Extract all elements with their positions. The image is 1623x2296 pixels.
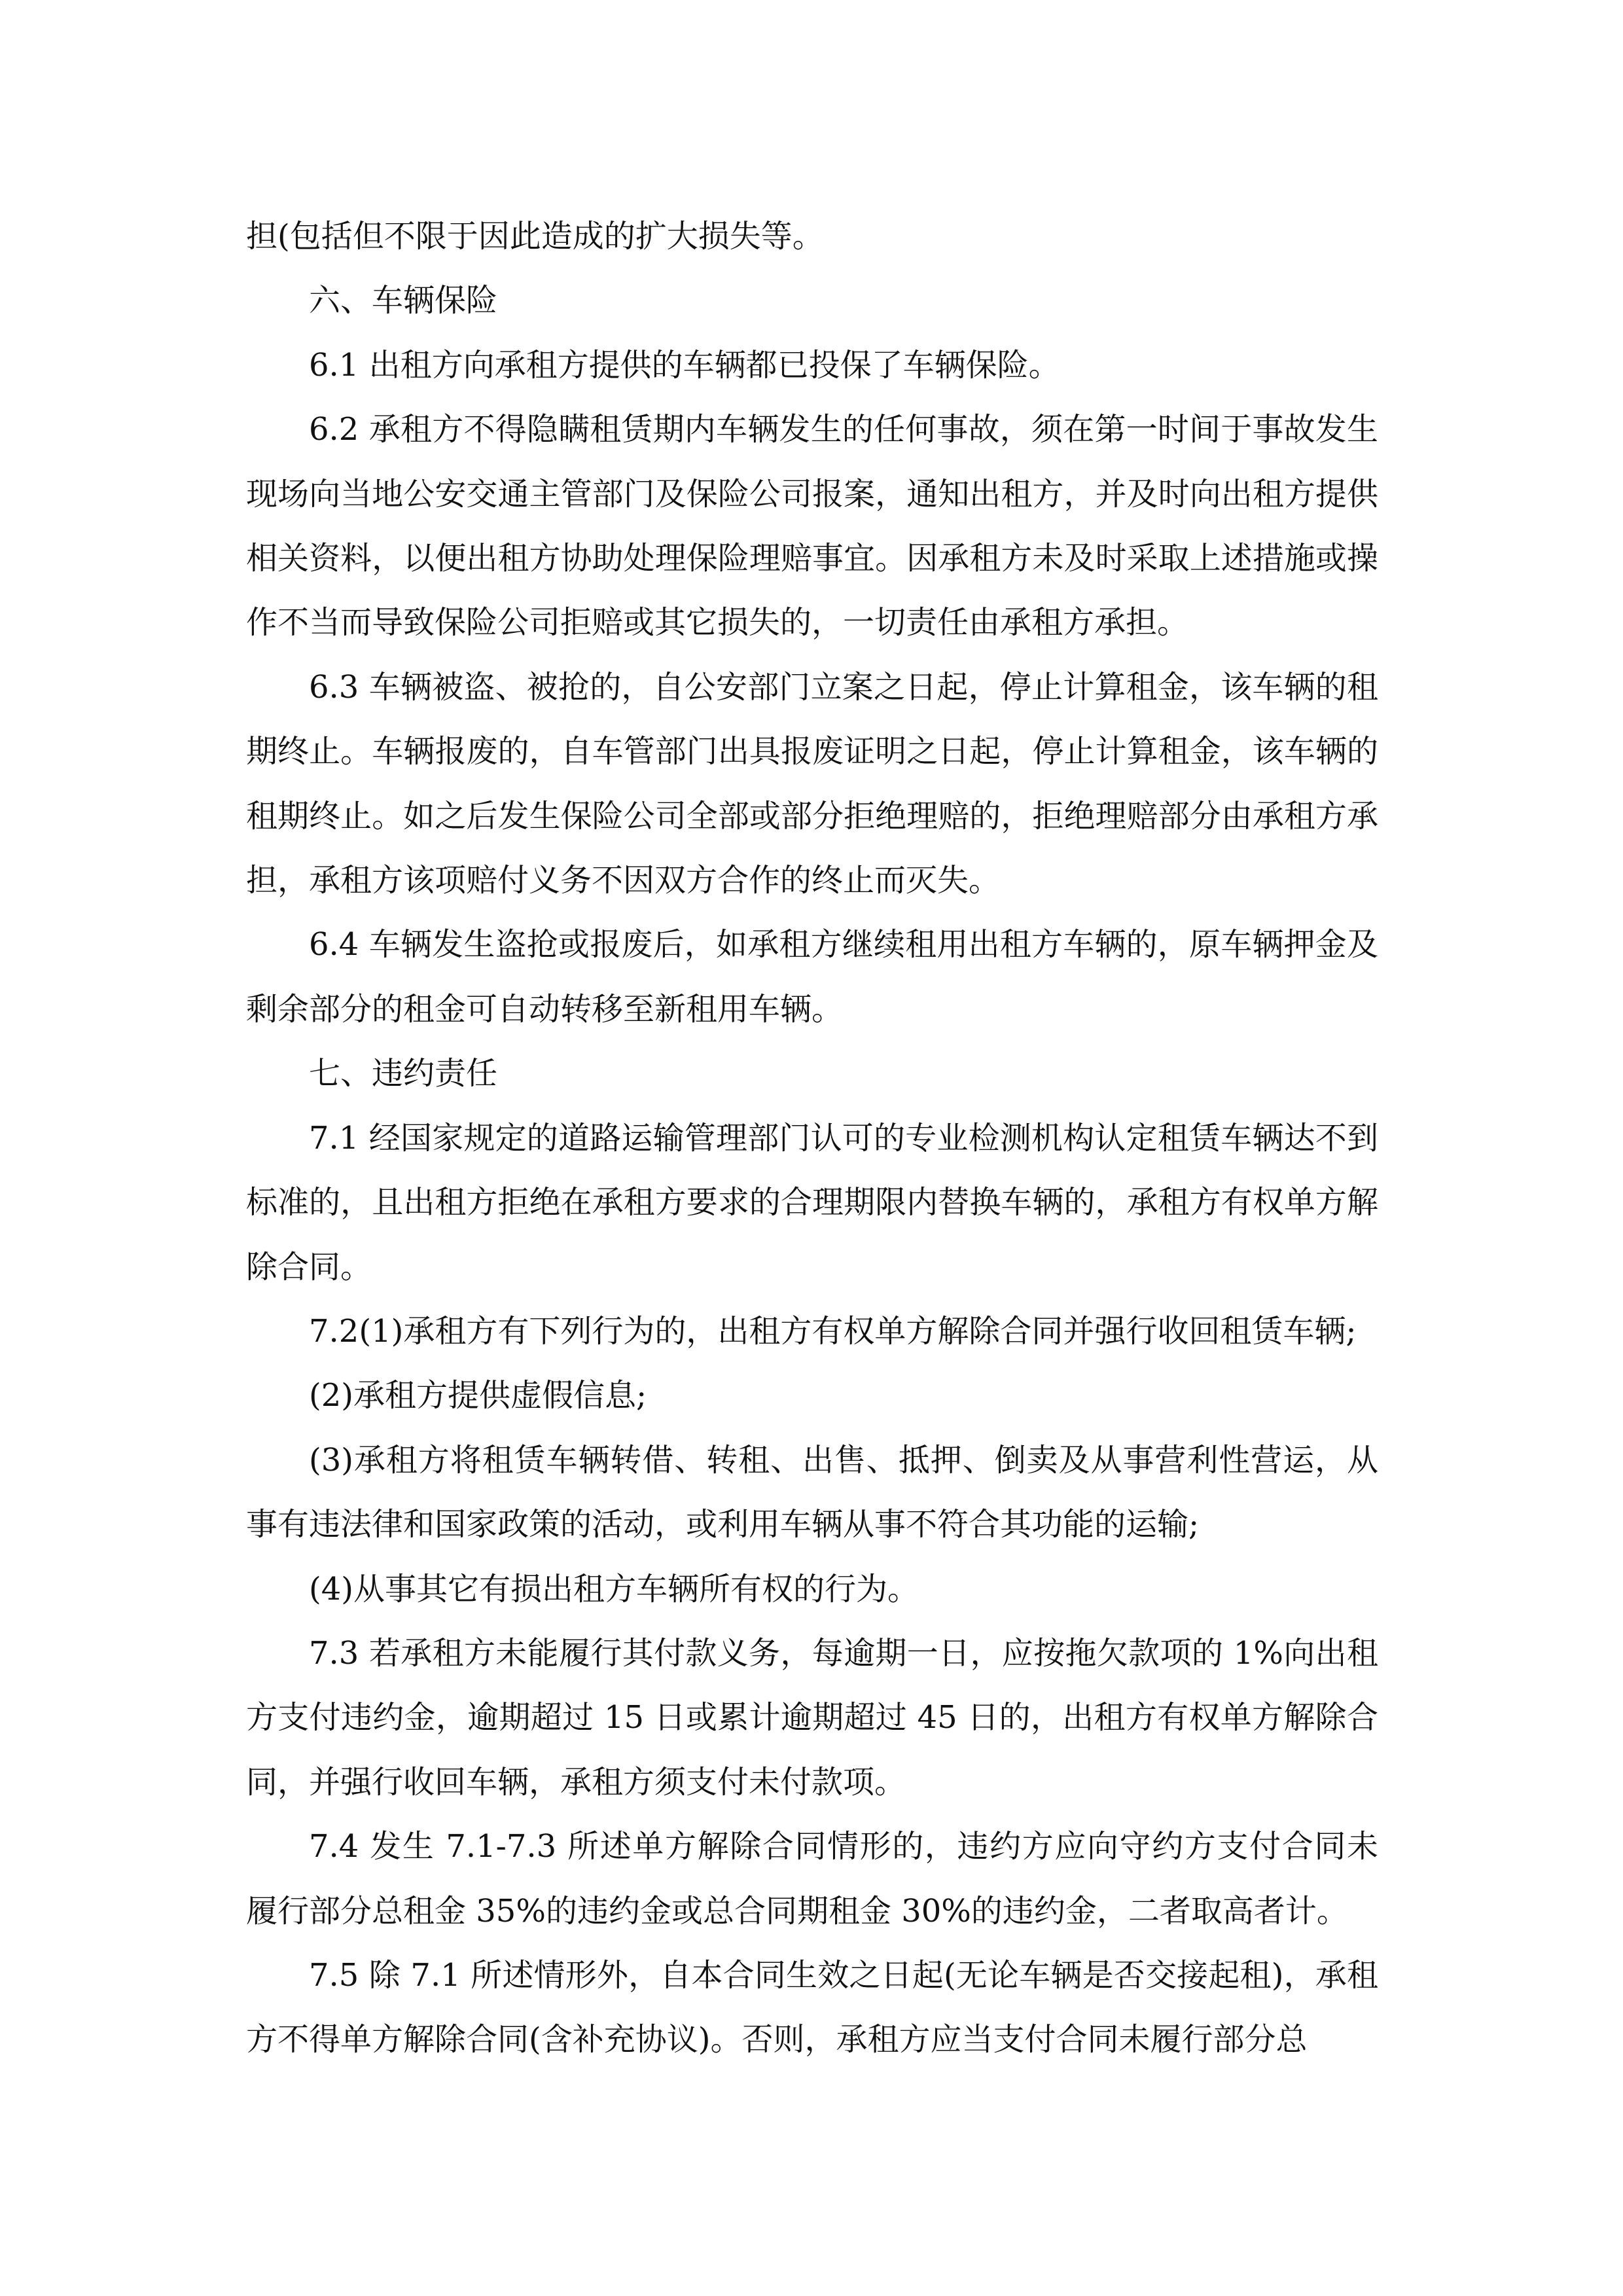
heading-breach-liability: 七、违约责任 xyxy=(309,1055,498,1092)
contract-body xyxy=(246,204,1378,2072)
clause-7-5: 7.5 除 7.1 所述情形外，自本合同生效之日起(无论车辆是否交接起租)，承租方不得单方解除合同(含补充协议)。否则，承租方应当支付合同未履行部分总 xyxy=(246,1956,1378,2058)
paragraph-continuation: 担(包括但不限于因此造成的扩大损失等。 xyxy=(246,218,824,255)
clause-7-3: 7.3 若承租方未能履行其付款义务，每逾期一日，应按拖欠款项的 1%向出租方支付违约金，逾期超过 15 日或累计逾期超过 45 日的，出租方有权单方解除合同，并强行收回车辆，承租方须支付未付款项。 xyxy=(246,1634,1378,1801)
clause-7-1: 7.1 经国家规定的道路运输管理部门认可的专业检测机构认定租赁车辆达不到标准的，且出租方拒绝在承租方要求的合理期限内替换车辆的，承租方有权单方解除合同。 xyxy=(246,1119,1378,1285)
clause-6-4: 6.4 车辆发生盗抢或报废后，如承租方继续租用出租方车辆的，原车辆押金及剩余部分的租金可自动转移至新租用车辆。 xyxy=(246,926,1378,1028)
clause-7-2-4: (4)从事其它有损出租方车辆所有权的行为。 xyxy=(309,1570,919,1607)
clause-6-1: 6.1 出租方向承租方提供的车辆都已投保了车辆保险。 xyxy=(309,346,1060,384)
clause-7-4: 7.4 发生 7.1-7.3 所述单方解除合同情形的，违约方应向守约方支付合同未履行部分总租金 35%的违约金或总合同期租金 30%的违约金，二者取高者计。 xyxy=(246,1828,1378,1929)
clause-7-2-1: 7.2(1)承租方有下列行为的，出租方有权单方解除合同并强行收回租赁车辆; xyxy=(309,1312,1357,1350)
clause-6-3: 6.3 车辆被盗、被抢的，自公安部门立案之日起，停止计算租金，该车辆的租期终止。车辆报废的，自车管部门出具报废证明之日起，停止计算租金，该车辆的租期终止。如之后发生保险公司全部或部分拒绝理赔的，拒绝理赔部分由承租方承担，承租方该项赔付义务不因双方合作的终止而灭失。 xyxy=(246,668,1378,899)
heading-vehicle-insurance: 六、车辆保险 xyxy=(309,282,498,319)
clause-6-2: 6.2 承租方不得隐瞒租赁期内车辆发生的任何事故，须在第一时间于事故发生现场向当地公安交通主管部门及保险公司报案，通知出租方，并及时向出租方提供相关资料，以便出租方协助处理保险理赔事宜。因承租方未及时采取上述措施或操作不当而导致保险公司拒赔或其它损失的，一切责任由承租方承担。 xyxy=(246,411,1378,641)
clause-7-2-3: (3)承租方将租赁车辆转借、转租、出售、抵押、倒卖及从事营利性营运，从事有违法律和国家政策的活动，或利用车辆从事不符合其功能的运输; xyxy=(246,1441,1378,1543)
clause-7-2-2: (2)承租方提供虚假信息; xyxy=(309,1377,647,1414)
